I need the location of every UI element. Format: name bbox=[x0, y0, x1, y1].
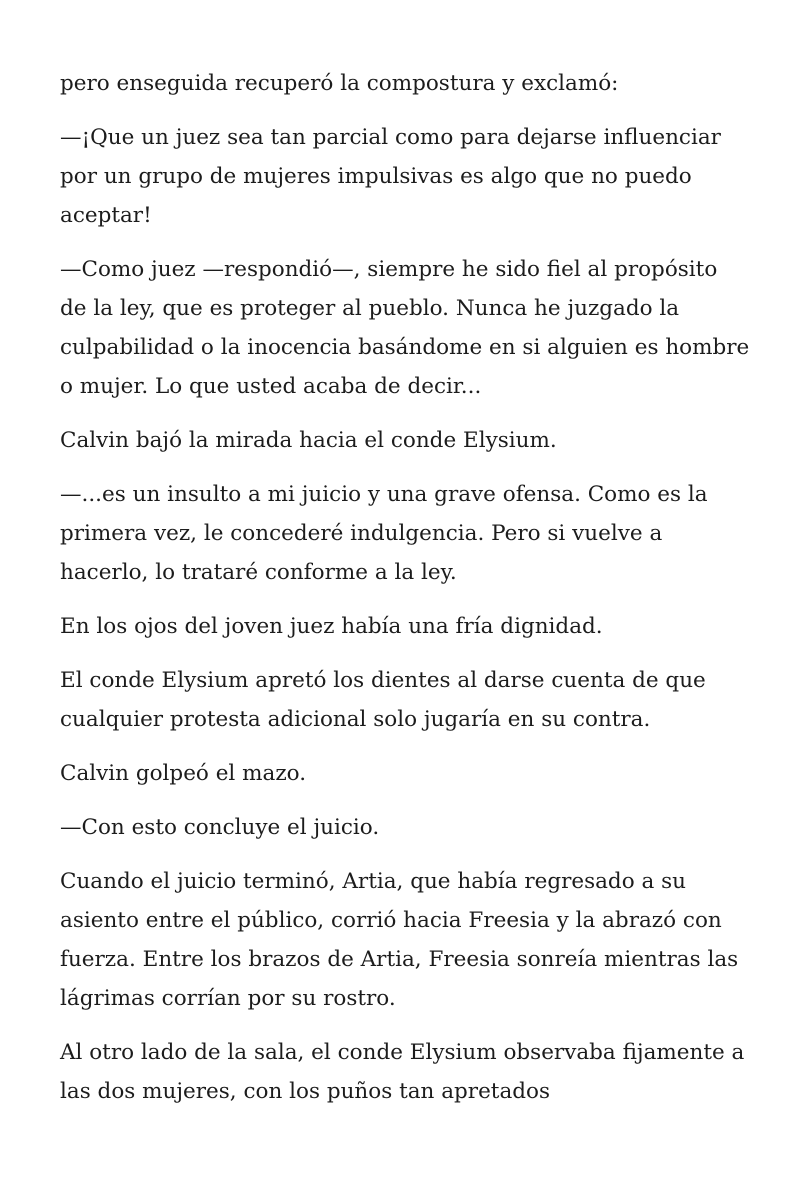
paragraph: Al otro lado de la sala, el conde Elysium observaba fijamente a las dos mujeres, con los puños tan apretados bbox=[60, 1040, 745, 1104]
paragraph: —Con esto concluye el juicio. bbox=[60, 815, 380, 840]
paragraph: —¡Que un juez sea tan parcial como para dejarse influenciar por un grupo de mujeres impulsivas es algo que no puedo aceptar! bbox=[60, 125, 721, 228]
paragraph: —...es un insulto a mi juicio y una grave ofensa. Como es la primera vez, le concederé indulgencia. Pero si vuelve a hacerlo, lo trataré conforme a la ley. bbox=[60, 482, 708, 585]
book-page bbox=[60, 64, 750, 1126]
paragraph: El conde Elysium apretó los dientes al darse cuenta de que cualquier protesta adicional solo jugaría en su contra. bbox=[60, 668, 706, 732]
paragraph: Cuando el juicio terminó, Artia, que había regresado a su asiento entre el público, corrió hacia Freesia y la abrazó con fuerza. Entre los brazos de Artia, Freesia sonreía mientras las lágrimas corrían por su rostro. bbox=[60, 869, 739, 1011]
paragraph: En los ojos del joven juez había una fría dignidad. bbox=[60, 614, 603, 639]
paragraph: pero enseguida recuperó la compostura y exclamó: bbox=[60, 71, 619, 96]
paragraph: Calvin bajó la mirada hacia el conde Elysium. bbox=[60, 428, 557, 453]
paragraph: —Como juez —respondió—, siempre he sido fiel al propósito de la ley, que es proteger al pueblo. Nunca he juzgado la culpabilidad o la inocencia basándome en si alguien es hombre o mujer. Lo que usted acaba de decir... bbox=[60, 257, 750, 399]
paragraph: Calvin golpeó el mazo. bbox=[60, 761, 307, 786]
